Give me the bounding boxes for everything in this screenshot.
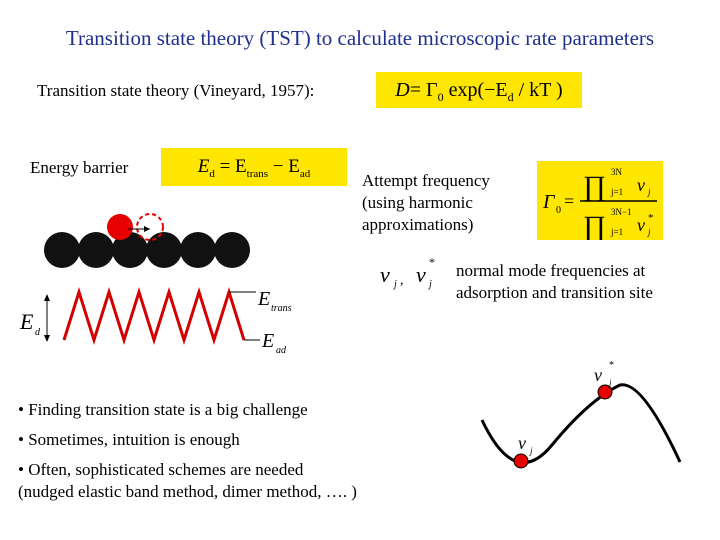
substrate-atoms <box>44 232 250 268</box>
svg-text:*: * <box>609 360 614 371</box>
svg-text:ν: ν <box>637 175 645 195</box>
nu-j-star-label: ν <box>594 365 602 385</box>
svg-text:j=1: j=1 <box>611 227 624 237</box>
svg-text:*: * <box>429 255 435 269</box>
bullet-list <box>18 395 363 503</box>
slide-title: Transition state theory (TST) to calculate microscopic rate parameters <box>65 26 655 50</box>
svg-text:j: j <box>648 227 651 237</box>
frequencies-symbol <box>376 250 446 295</box>
prefactor-equation <box>537 161 663 240</box>
svg-text:trans: trans <box>271 303 292 314</box>
bullet-item: • Sometimes, intuition is enough <box>18 430 240 449</box>
svg-text:ν: ν <box>416 262 426 287</box>
adatom <box>107 214 133 240</box>
svg-text:∏: ∏ <box>583 171 607 202</box>
energy-landscape-curve <box>64 292 244 340</box>
energy-barrier-label: Energy barrier <box>30 158 129 177</box>
prefactor-formula <box>537 161 663 240</box>
svg-text:Γ: Γ <box>543 191 555 213</box>
svg-text:ν: ν <box>380 262 390 287</box>
vineyard-label: Transition state theory (Vineyard, 1957): <box>37 81 315 100</box>
svg-text:d: d <box>35 327 40 338</box>
svg-text:0: 0 <box>556 205 561 216</box>
bullet-item: • Finding transition state is a big challenge <box>18 400 308 419</box>
attempt-frequency-label: Attempt frequency (using harmonic approximations) <box>362 171 490 234</box>
svg-text:,: , <box>400 273 404 288</box>
svg-text:*: * <box>648 212 654 224</box>
normal-mode-text: normal mode frequencies at adsorption and transition site <box>456 261 653 302</box>
adsorption-site-atom <box>514 454 528 468</box>
diffusion-equation: $D= \Gamma_0$ $\exp(-E_d$ / kT ) <box>376 72 582 108</box>
atom-chain-diagram <box>0 200 360 370</box>
svg-text:ad: ad <box>276 345 286 356</box>
svg-text:ν: ν <box>637 215 645 235</box>
barrier-equation: $E_d = E_{trans} - E_{ad}$ <box>161 148 347 186</box>
e-ad-label: E <box>262 330 275 352</box>
svg-text:j: j <box>609 378 612 388</box>
potential-curve-diagram <box>470 350 690 490</box>
svg-text:j: j <box>429 279 432 290</box>
svg-text:=: = <box>564 191 575 211</box>
bullet-item: • Often, sophisticated schemes are needed (nudged elastic band method, dimer method, …. ) <box>18 460 357 501</box>
potential-curve <box>482 385 680 463</box>
nu-j-label: ν <box>518 433 526 453</box>
svg-text:j=1: j=1 <box>611 187 624 197</box>
e-trans-label: E <box>258 288 271 310</box>
e-d-label: E <box>20 309 34 334</box>
svg-text:j: j <box>530 446 533 456</box>
svg-text:3N−1: 3N−1 <box>611 207 632 217</box>
transition-site-marker <box>137 214 163 240</box>
svg-text:j: j <box>394 279 397 290</box>
svg-text:j: j <box>648 187 651 197</box>
svg-text:∏: ∏ <box>583 211 607 240</box>
svg-text:3N: 3N <box>611 167 622 177</box>
